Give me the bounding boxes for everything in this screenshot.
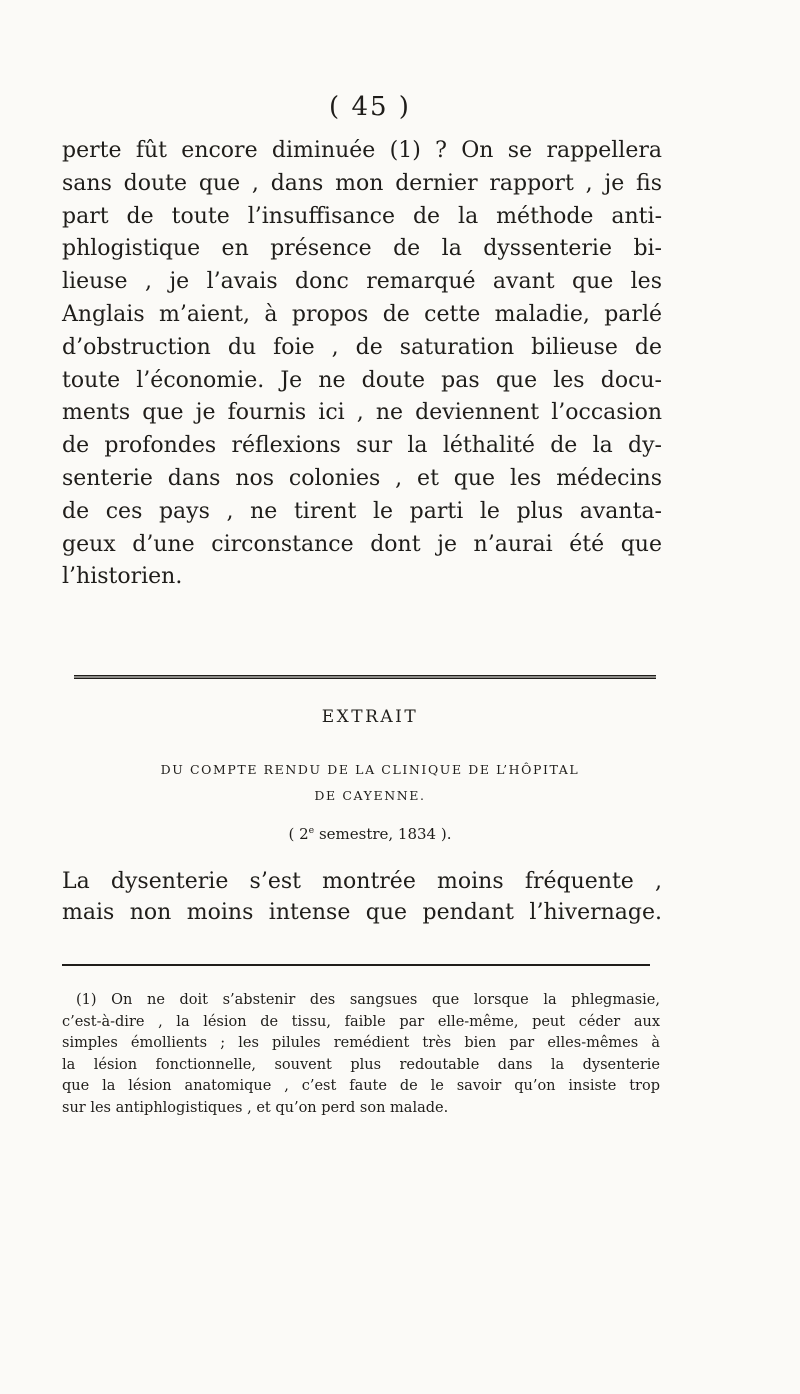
text-line: de profondes réflexions sur la léthalité de la dy- [62,433,662,459]
semester-note [0,825,740,843]
body-paragraph [62,135,662,594]
text-line: toute l’économie. Je ne doute pas que les docu- [62,367,662,393]
semester-open: ( 2 [288,825,309,843]
text-line: perte fût encore diminuée (1) ? On se rappellera [62,138,662,163]
section-divider [74,675,656,679]
page-number: ( 45 ) [329,92,411,122]
footnote-line: que la lésion anatomique , c’est faute de le savoir qu’on insiste trop [62,1078,660,1094]
subtitle-line: DU COMPTE RENDU DE LA CLINIQUE DE L’HÔPITAL [160,762,580,777]
semester-rest: semestre, 1834 ). [314,825,452,843]
subtitle-line: DE CAYENNE. [314,788,426,803]
footnote-line: sur les antiphlogistiques , et qu’on perd son malade. [62,1099,449,1116]
footnote-divider [62,964,650,966]
section-title: EXTRAIT [321,707,419,727]
footnote-line: simples émollients ; les pilules remédient très bien par elles-mêmes à [62,1035,660,1051]
text-line: de ces pays , ne tirent le parti le plus avanta- [62,498,662,524]
text-line: geux d’une circonstance dont je n’aurai été que [62,531,662,557]
text-line: Anglais m’aient, à propos de cette maladie, parlé [62,301,662,327]
text-line: d’obstruction du foie , de saturation bilieuse de [62,334,662,360]
footnote-line: la lésion fonctionnelle, souvent plus redoutable dans la dysenterie [62,1056,660,1073]
section-subtitle [80,757,660,809]
footnote-line: (1) On ne doit s’abstenir des sangsues que lorsque la phlegmasie, [76,992,660,1008]
text-line: sans doute que , dans mon dernier rapport , je fis [62,170,662,196]
text-line: La dysenterie s’est montrée moins fréquente , [62,869,662,894]
semester-ordinal: e [308,825,315,836]
text-line: mais non moins intense que pendant l’hivernage. [62,900,662,925]
text-line: lieuse , je l’avais donc remarqué avant que les [62,269,662,295]
text-line: ments que je fournis ici , ne deviennent l’occasion [62,400,662,426]
text-line: senterie dans nos colonies , et que les médecins [62,465,662,491]
text-line: part de toute l’insuffisance de la méthode anti- [62,203,662,229]
text-line: phlogistique en présence de la dyssenterie bi- [62,236,662,262]
footnote [62,990,660,1119]
section-paragraph [62,866,662,928]
text-line: l’historien. [62,564,183,590]
footnote-line: c’est-à-dire , la lésion de tissu, faible par elle-même, peut céder aux [62,1013,660,1030]
